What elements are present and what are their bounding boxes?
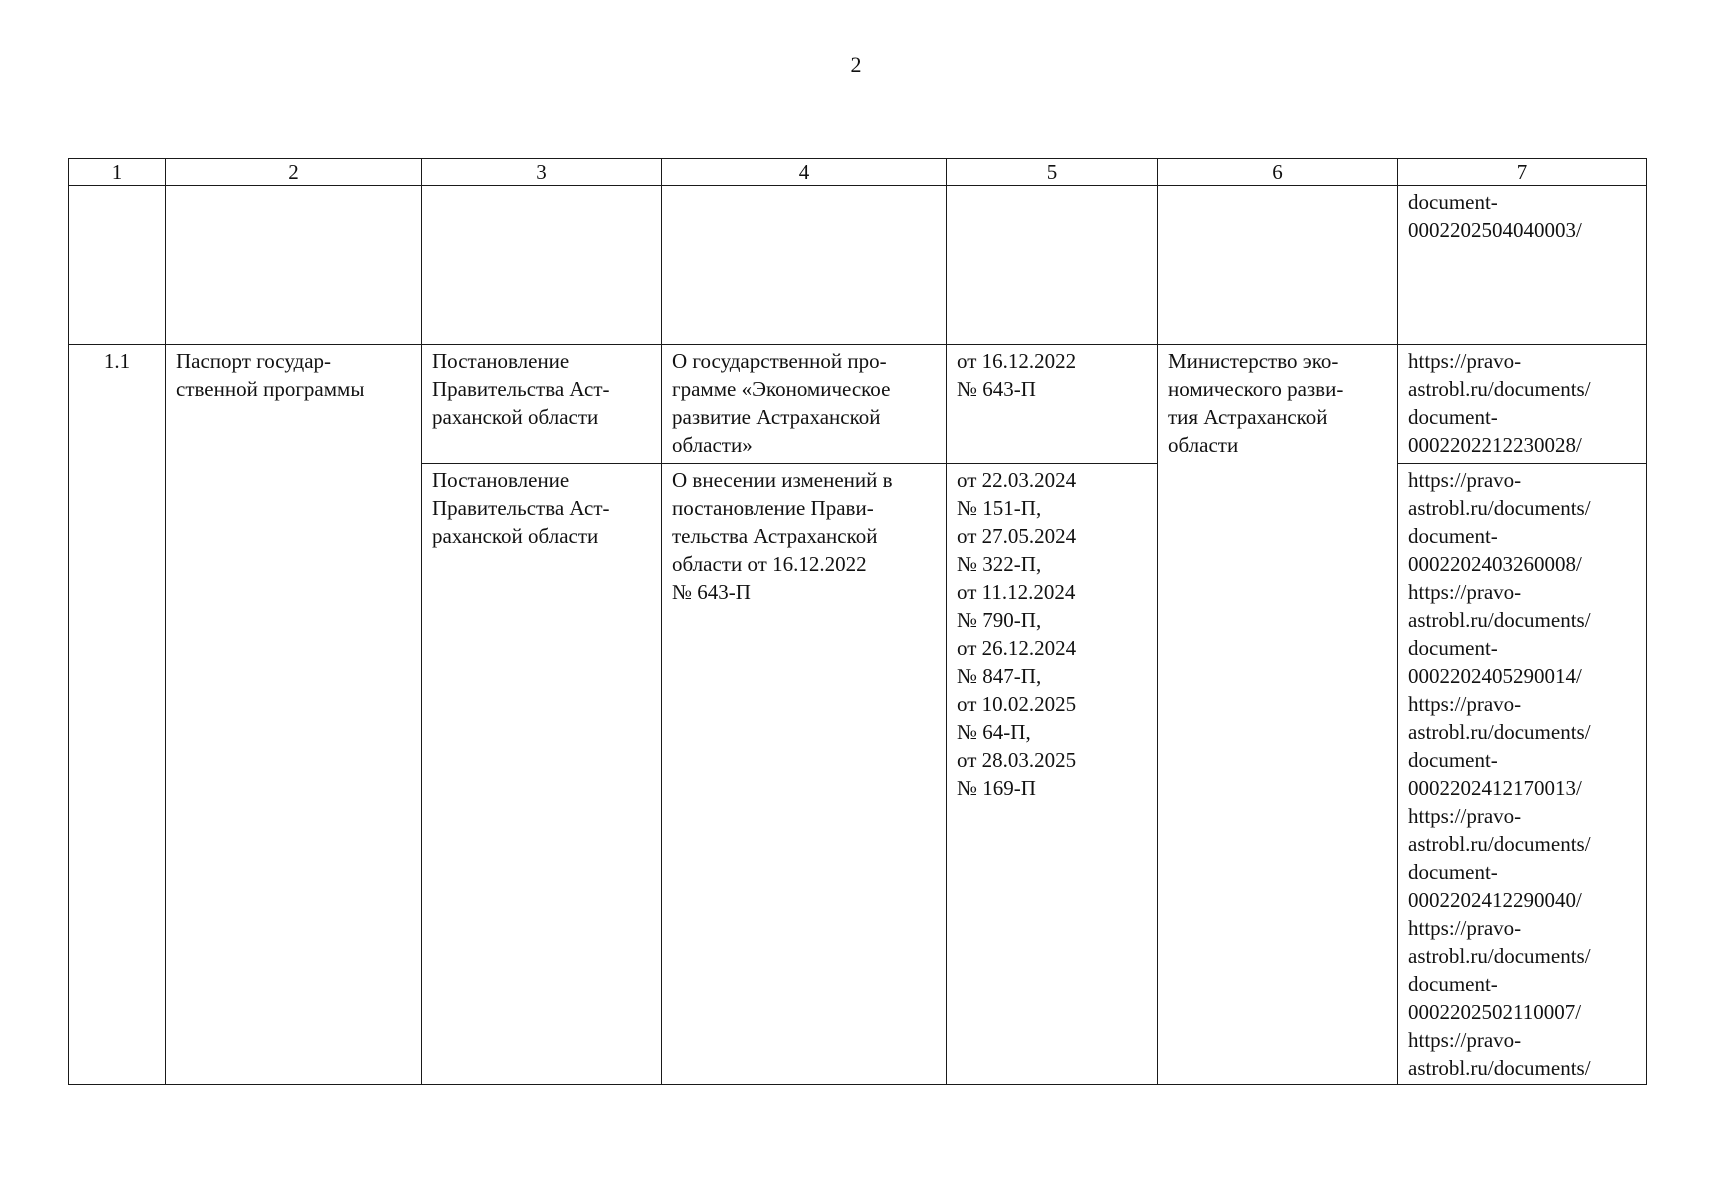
link-text[interactable]: 0002202412170013/ — [1408, 776, 1582, 800]
cell-doc-title: О внесении изменений в постановление Прави- тельства Астраханской области от 16.12.2022 № 643-П — [662, 464, 947, 1085]
link-text[interactable]: https://pravo- — [1408, 692, 1522, 716]
link-text[interactable]: document- — [1408, 748, 1498, 772]
cell-empty — [166, 186, 422, 345]
cell-responsible: Министерство эко- номического разви- тия Астраханской области — [1158, 345, 1398, 1085]
header-col-5: 5 — [947, 159, 1158, 186]
cell-date-number: от 22.03.2024 № 151-П, от 27.05.2024 № 322-П, от 11.12.2024 № 790-П, от 26.12.2024 № 847-П, от 10.02.2025 № 64-П, от 28.03.2025 № 169-П — [947, 464, 1158, 1085]
link-text[interactable]: astrobl.ru/documents/ — [1408, 1056, 1591, 1080]
link-text[interactable]: astrobl.ru/documents/ — [1408, 608, 1591, 632]
link-text[interactable]: https://pravo- — [1408, 580, 1522, 604]
link-text[interactable]: astrobl.ru/documents/ — [1408, 377, 1591, 401]
cell-doc-type: Постановление Правительства Аст- раханской области — [422, 464, 662, 1085]
link-text[interactable]: https://pravo- — [1408, 804, 1522, 828]
cell-empty — [69, 186, 166, 345]
link-text[interactable]: 0002202502110007/ — [1408, 1000, 1582, 1024]
cell-empty — [1158, 186, 1398, 345]
link-text[interactable]: astrobl.ru/documents/ — [1408, 496, 1591, 520]
cell-document-name: Паспорт государ- ственной программы — [166, 345, 422, 1085]
cell-links — [1398, 345, 1647, 464]
cell-links-continuation — [1398, 186, 1647, 345]
link-text[interactable]: https://pravo- — [1408, 916, 1522, 940]
cell-empty — [662, 186, 947, 345]
header-col-1: 1 — [69, 159, 166, 186]
header-col-7: 7 — [1398, 159, 1647, 186]
link-text[interactable]: https://pravo- — [1408, 1028, 1522, 1052]
link-text[interactable]: astrobl.ru/documents/ — [1408, 720, 1591, 744]
link-text[interactable]: astrobl.ru/documents/ — [1408, 832, 1591, 856]
header-col-4: 4 — [662, 159, 947, 186]
cell-empty — [947, 186, 1158, 345]
link-text[interactable]: https://pravo- — [1408, 349, 1522, 373]
link-text[interactable]: 0002202403260008/ — [1408, 552, 1582, 576]
link-text[interactable]: 0002202212230028/ — [1408, 433, 1582, 457]
link-text[interactable]: 0002202504040003/ — [1408, 218, 1582, 242]
link-text[interactable]: document- — [1408, 860, 1498, 884]
link-text[interactable]: https://pravo- — [1408, 468, 1522, 492]
link-text[interactable]: document- — [1408, 972, 1498, 996]
table-row-continuation — [69, 186, 1647, 345]
cell-empty — [422, 186, 662, 345]
registry-table — [68, 158, 1647, 1085]
link-text[interactable]: document- — [1408, 636, 1498, 660]
cell-date-number: от 16.12.2022 № 643-П — [947, 345, 1158, 464]
link-text[interactable]: astrobl.ru/documents/ — [1408, 944, 1591, 968]
cell-doc-type: Постановление Правительства Аст- раханской области — [422, 345, 662, 464]
cell-links — [1398, 464, 1647, 1085]
link-text[interactable]: document- — [1408, 524, 1498, 548]
header-row — [69, 159, 1647, 186]
header-col-3: 3 — [422, 159, 662, 186]
link-text[interactable]: document- — [1408, 190, 1498, 214]
cell-row-number: 1.1 — [69, 345, 166, 1085]
header-col-2: 2 — [166, 159, 422, 186]
header-col-6: 6 — [1158, 159, 1398, 186]
cell-doc-title: О государственной про- грамме «Экономическое развитие Астраханской области» — [662, 345, 947, 464]
table-row-1-1 — [69, 345, 1647, 464]
page-number: 2 — [850, 52, 862, 77]
link-text[interactable]: document- — [1408, 405, 1498, 429]
link-text[interactable]: 0002202405290014/ — [1408, 664, 1582, 688]
link-text[interactable]: 0002202412290040/ — [1408, 888, 1582, 912]
